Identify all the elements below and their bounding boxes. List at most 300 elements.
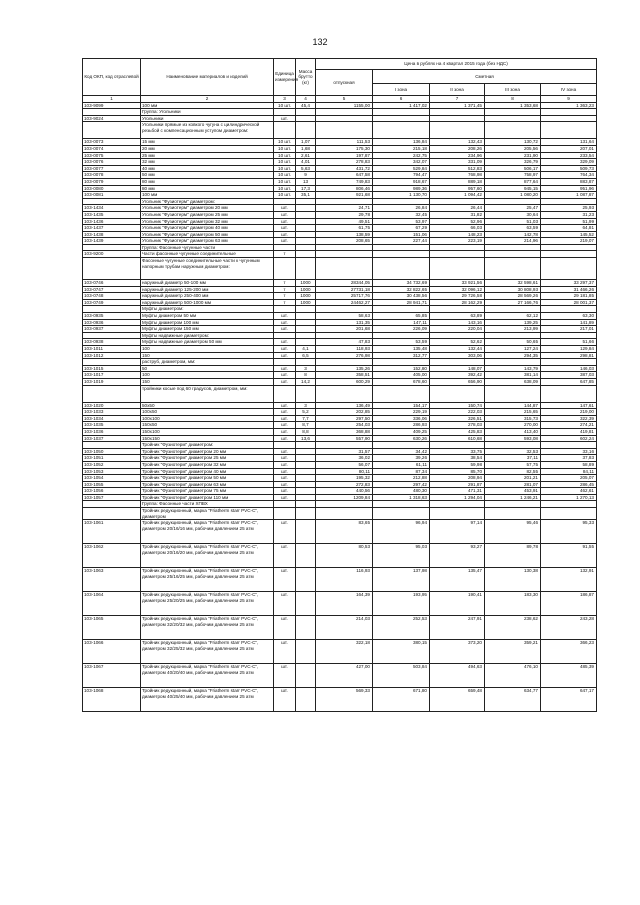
cell-zone-4: 647,17 xyxy=(541,688,597,712)
cell-code: 103-0937 xyxy=(83,326,141,333)
cell-code: 103-1065 xyxy=(83,616,141,640)
group-row xyxy=(83,332,597,339)
cell-empty xyxy=(485,332,541,339)
table-row xyxy=(83,251,597,258)
table-row xyxy=(83,238,597,245)
cell-zone-3: 142,78 xyxy=(485,231,541,238)
cell-name: 80 мм xyxy=(141,185,274,192)
cell-code: 103-0938 xyxy=(83,339,141,346)
cell-name: Тройник редукционный, марка "Friatherm starr PVC-C", диаметром 20/16/16 мм, рабочим давлением 25 атм xyxy=(141,520,274,544)
table-row xyxy=(83,231,597,238)
cell-empty xyxy=(274,306,296,313)
cell-mass xyxy=(296,494,316,501)
cell-zone-4: 33 297,37 xyxy=(541,280,597,287)
group-row xyxy=(83,306,597,313)
cell-empty xyxy=(485,109,541,116)
cell-empty xyxy=(541,198,597,205)
cell-unit: шт. xyxy=(274,592,296,616)
cell-zone-3: 130,38 xyxy=(485,568,541,592)
cell-zone-2: 425,83 xyxy=(430,428,485,435)
cell-code: 103-1439 xyxy=(83,238,141,245)
cell-zone-3: 32 598,61 xyxy=(485,280,541,287)
cell-zone-1: 1 130,70 xyxy=(373,192,430,199)
cell-unit: т xyxy=(274,299,296,306)
cell-otpusk: 24462,27 xyxy=(316,299,373,306)
cell-name: наружный диаметр 125-200 мм xyxy=(141,286,274,293)
column-number: 1 xyxy=(83,96,141,103)
cell-zone-1 xyxy=(373,258,430,280)
cell-code: 103-1036 xyxy=(83,428,141,435)
cell-zone-1: 87,34 xyxy=(373,468,430,475)
cell-mass: 4,1 xyxy=(296,346,316,353)
cell-zone-4 xyxy=(541,251,597,258)
cell-code: 103-1033 xyxy=(83,409,141,416)
cell-zone-2: 29 726,58 xyxy=(430,293,485,300)
cell-otpusk: 47,83 xyxy=(316,339,373,346)
cell-otpusk: 278,83 xyxy=(316,159,373,166)
cell-code xyxy=(83,442,141,449)
cell-zone-4: 29 181,85 xyxy=(541,293,597,300)
cell-empty xyxy=(296,332,316,339)
cell-empty xyxy=(430,306,485,313)
cell-zone-2: 148,07 xyxy=(430,365,485,372)
table-row xyxy=(83,461,597,468)
cell-otpusk: 427,00 xyxy=(316,664,373,688)
cell-mass xyxy=(296,468,316,475)
cell-mass: 1000 xyxy=(296,280,316,287)
table-body xyxy=(83,102,597,712)
table-row xyxy=(83,488,597,495)
cell-empty xyxy=(316,385,373,402)
cell-empty xyxy=(541,306,597,313)
table-row xyxy=(83,139,597,146)
cell-zone-1: 409,25 xyxy=(373,428,430,435)
cell-unit: шт. xyxy=(274,422,296,429)
cell-code: 103-1055 xyxy=(83,481,141,488)
cell-otpusk: 138,59 xyxy=(316,231,373,238)
table-row xyxy=(83,192,597,199)
table-row xyxy=(83,152,597,159)
cell-otpusk: 600,29 xyxy=(316,378,373,385)
cell-code xyxy=(83,359,141,366)
header-smetnaya: Сметная xyxy=(373,70,597,84)
cell-code: 103-1034 xyxy=(83,415,141,422)
cell-code: 103-1434 xyxy=(83,205,141,212)
cell-zone-2: 148,23 xyxy=(430,231,485,238)
table-row xyxy=(83,313,597,320)
cell-zone-3 xyxy=(485,508,541,520)
cell-zone-2: 222,03 xyxy=(430,409,485,416)
cell-mass: 3 xyxy=(296,365,316,372)
cell-name: Тройник "Фузиотерм" диаметром: xyxy=(141,442,274,449)
cell-name: наружный диаметр 250-400 мм xyxy=(141,293,274,300)
cell-empty xyxy=(373,385,430,402)
header-code: Код ОКП, код отраслевой xyxy=(83,59,141,96)
cell-mass xyxy=(296,592,316,616)
cell-otpusk: 31,57 xyxy=(316,448,373,455)
cell-code: 103-1061 xyxy=(83,520,141,544)
table-row xyxy=(83,178,597,185)
cell-name: Муфты надвижные диаметром 50 мм xyxy=(141,339,274,346)
cell-empty xyxy=(316,501,373,508)
cell-zone-2: 220,04 xyxy=(430,326,485,333)
cell-zone-2: 392,42 xyxy=(430,372,485,379)
cell-name: Тройник "Фузиотерм" диаметром 40 мм xyxy=(141,468,274,475)
cell-zone-1: 286,93 xyxy=(373,422,430,429)
cell-otpusk: 297,50 xyxy=(316,415,373,422)
header-price-title: Цена в рублях на 4 квартал 2015 года (без НДС) xyxy=(316,59,597,70)
cell-name: Муфты диаметром 50 мм xyxy=(141,313,274,320)
table-row xyxy=(83,280,597,287)
cell-zone-2: 889,18 xyxy=(430,178,485,185)
cell-zone-1: 630,26 xyxy=(373,435,430,442)
cell-unit xyxy=(274,258,296,280)
cell-name: 150 xyxy=(141,378,274,385)
cell-zone-3 xyxy=(485,115,541,122)
cell-zone-3: 50,65 xyxy=(485,339,541,346)
cell-zone-2: 512,83 xyxy=(430,165,485,172)
table-row xyxy=(83,494,597,501)
cell-otpusk: 111,53 xyxy=(316,139,373,146)
cell-mass: 8,8 xyxy=(296,428,316,435)
table-row xyxy=(83,592,597,616)
cell-name: Муфты диаметром 150 мм xyxy=(141,326,274,333)
cell-zone-4: 219,00 xyxy=(541,409,597,416)
cell-zone-2: 291,87 xyxy=(430,481,485,488)
cell-code: 103-1066 xyxy=(83,640,141,664)
cell-empty xyxy=(316,198,373,205)
table-row xyxy=(83,664,597,688)
cell-code: 103-0936 xyxy=(83,319,141,326)
cell-mass: 5,63 xyxy=(296,165,316,172)
cell-zone-2: 32 096,12 xyxy=(430,286,485,293)
column-number: 2 xyxy=(141,96,274,103)
cell-empty xyxy=(430,385,485,402)
cell-otpusk: 569,33 xyxy=(316,688,373,712)
column-number-row xyxy=(83,96,597,103)
cell-zone-3: 127,24 xyxy=(485,346,541,353)
column-number: 4 xyxy=(296,96,316,103)
cell-mass: 35,1 xyxy=(296,192,316,199)
table-row xyxy=(83,326,597,333)
cell-unit: шт. xyxy=(274,378,296,385)
cell-otpusk: 647,58 xyxy=(316,172,373,179)
cell-otpusk: 254,03 xyxy=(316,422,373,429)
cell-unit: т xyxy=(274,286,296,293)
cell-zone-1: 135,48 xyxy=(373,346,430,353)
cell-zone-4: 145,52 xyxy=(541,231,597,238)
cell-name: Тройник редукционный, марка "Friatherm starr PVC-C", диаметром 20/16/20 мм, рабочим давлением 25 атм xyxy=(141,544,274,568)
cell-zone-1: 26,84 xyxy=(373,205,430,212)
cell-empty xyxy=(430,198,485,205)
cell-code: 103-1438 xyxy=(83,231,141,238)
cell-otpusk: 322,18 xyxy=(316,640,373,664)
cell-mass: 8 xyxy=(296,372,316,379)
cell-name: Тройник редукционный, марка "Friatherm starr PVC-C", диаметром 32/25/32 мм, рабочим давлением 25 атм xyxy=(141,640,274,664)
cell-zone-4: 462,61 xyxy=(541,488,597,495)
cell-zone-3: 32,53 xyxy=(485,448,541,455)
cell-empty xyxy=(316,442,373,449)
cell-name: Тройник "Фузиотерм" диаметром 110 мм xyxy=(141,494,274,501)
cell-name: Тройник редукционный, марка "Friatherm starr PVC-C", диаметром 40/25/40 мм, рабочим давлением 25 атм xyxy=(141,688,274,712)
cell-otpusk: 36,02 xyxy=(316,455,373,462)
cell-code: 103-0074 xyxy=(83,145,141,152)
page-number: 132 xyxy=(312,37,328,47)
cell-mass xyxy=(296,218,316,225)
cell-empty xyxy=(373,501,430,508)
cell-code: 103-0081 xyxy=(83,192,141,199)
cell-otpusk: 80,11 xyxy=(316,468,373,475)
cell-unit: 10 шт. xyxy=(274,159,296,166)
cell-unit: т xyxy=(274,251,296,258)
cell-name: 20 мм xyxy=(141,145,274,152)
cell-unit: шт. xyxy=(274,468,296,475)
table-row xyxy=(83,218,597,225)
header-zone-2: II зона xyxy=(430,84,485,96)
cell-zone-1: 193,95 xyxy=(373,592,430,616)
cell-code: 103-1057 xyxy=(83,494,141,501)
cell-zone-4: 33,16 xyxy=(541,448,597,455)
table-row xyxy=(83,299,597,306)
cell-empty xyxy=(541,385,597,402)
cell-zone-1: 95,03 xyxy=(373,544,430,568)
cell-zone-4: 58,89 xyxy=(541,461,597,468)
cell-zone-4: 131,64 xyxy=(541,139,597,146)
cell-name: Угольник "Фузиотерм" диаметром 32 мм xyxy=(141,218,274,225)
cell-zone-4: 366,23 xyxy=(541,640,597,664)
cell-empty xyxy=(430,109,485,116)
cell-mass: 13 xyxy=(296,178,316,185)
cell-code: 103-1064 xyxy=(83,592,141,616)
cell-name: Угольник "Фузиотерм" диаметром: xyxy=(141,198,274,205)
cell-zone-1: 96,94 xyxy=(373,520,430,544)
cell-name: 15 мм xyxy=(141,139,274,146)
cell-zone-3: 215,65 xyxy=(485,409,541,416)
cell-name: Угольник "Фузиотерм" диаметром 20 мм xyxy=(141,205,274,212)
cell-otpusk xyxy=(316,508,373,520)
cell-zone-1 xyxy=(373,251,430,258)
cell-zone-3: 82,55 xyxy=(485,468,541,475)
cell-empty xyxy=(541,442,597,449)
table-row xyxy=(83,372,597,379)
column-number: 8 xyxy=(485,96,541,103)
cell-zone-3: 453,91 xyxy=(485,488,541,495)
cell-name: 150 xyxy=(141,352,274,359)
cell-empty xyxy=(541,109,597,116)
cell-empty xyxy=(430,442,485,449)
cell-zone-1: 229,19 xyxy=(373,409,430,416)
cell-otpusk: 214,03 xyxy=(316,616,373,640)
cell-code: 103-1015 xyxy=(83,365,141,372)
table-row xyxy=(83,448,597,455)
cell-otpusk: 58,63 xyxy=(316,313,373,320)
cell-zone-2: 93,27 xyxy=(430,544,485,568)
cell-zone-1 xyxy=(373,508,430,520)
cell-zone-4: 132,91 xyxy=(541,568,597,592)
cell-code xyxy=(83,332,141,339)
cell-unit: шт. xyxy=(274,225,296,232)
cell-zone-4 xyxy=(541,508,597,520)
cell-unit: шт. xyxy=(274,616,296,640)
cell-code: 103-0075 xyxy=(83,152,141,159)
cell-unit: шт. xyxy=(274,205,296,212)
cell-zone-1: 61,11 xyxy=(373,461,430,468)
cell-empty xyxy=(296,306,316,313)
cell-empty xyxy=(541,501,597,508)
table-row xyxy=(83,339,597,346)
cell-zone-2: 63,89 xyxy=(430,313,485,320)
cell-otpusk: 1155,00 xyxy=(316,102,373,109)
cell-zone-3: 213,99 xyxy=(485,326,541,333)
cell-zone-3: 238,62 xyxy=(485,616,541,640)
cell-empty xyxy=(430,359,485,366)
cell-zone-2: 28 162,29 xyxy=(430,299,485,306)
cell-name: Муфты диаметром 100 мм xyxy=(141,319,274,326)
cell-zone-3: 638,09 xyxy=(485,378,541,385)
cell-otpusk xyxy=(316,115,373,122)
cell-mass: 3 xyxy=(296,402,316,409)
cell-name: Тройник "Фузиотерм" диаметром 75 мм xyxy=(141,488,274,495)
cell-unit: 10 шт. xyxy=(274,185,296,192)
cell-name: Тройник "Фузиотерм" диаметром 63 мм xyxy=(141,481,274,488)
cell-name: 40 мм xyxy=(141,165,274,172)
cell-zone-1: 297,42 xyxy=(373,481,430,488)
cell-name: Угольник "Фузиотерм" диаметром 40 мм xyxy=(141,225,274,232)
column-number: 5 xyxy=(316,96,373,103)
cell-zone-2: 52,62 xyxy=(430,339,485,346)
cell-mass: 1,68 xyxy=(296,145,316,152)
cell-zone-3: 62,12 xyxy=(485,313,541,320)
cell-zone-3: 143,79 xyxy=(485,365,541,372)
cell-otpusk: 49,51 xyxy=(316,218,373,225)
cell-otpusk: 116,93 xyxy=(316,568,373,592)
cell-zone-4: 274,21 xyxy=(541,422,597,429)
cell-mass: 45,4 xyxy=(296,102,316,109)
cell-zone-2: 1 294,04 xyxy=(430,494,485,501)
cell-zone-1: 152,80 xyxy=(373,365,430,372)
table-row xyxy=(83,211,597,218)
header-unit: Единица измерения xyxy=(274,59,296,96)
cell-unit: шт. xyxy=(274,211,296,218)
cell-zone-1: 480,30 xyxy=(373,488,430,495)
cell-mass: 9 xyxy=(296,172,316,179)
cell-zone-2: 247,91 xyxy=(430,616,485,640)
cell-unit: шт. xyxy=(274,461,296,468)
cell-zone-4: 329,09 xyxy=(541,159,597,166)
cell-unit: шт. xyxy=(274,568,296,592)
cell-zone-3: 27 166,76 xyxy=(485,299,541,306)
cell-zone-4: 419,81 xyxy=(541,428,597,435)
cell-otpusk: 272,83 xyxy=(316,481,373,488)
cell-zone-4: 51,66 xyxy=(541,339,597,346)
cell-zone-2: 59,98 xyxy=(430,461,485,468)
cell-mass xyxy=(296,688,316,712)
table-row xyxy=(83,293,597,300)
cell-zone-1: 252,53 xyxy=(373,616,430,640)
cell-zone-1: 989,36 xyxy=(373,185,430,192)
cell-mass: 14,2 xyxy=(296,378,316,385)
cell-zone-4: 146,03 xyxy=(541,365,597,372)
cell-zone-3: 945,15 xyxy=(485,185,541,192)
cell-empty xyxy=(296,359,316,366)
cell-name: Угольники xyxy=(141,115,274,122)
cell-name: наружный диаметр 50-100 мм xyxy=(141,280,274,287)
cell-zone-2: 66,03 xyxy=(430,225,485,232)
cell-otpusk: 164,39 xyxy=(316,592,373,616)
cell-unit: т xyxy=(274,293,296,300)
cell-unit: шт. xyxy=(274,488,296,495)
cell-zone-1: 242,75 xyxy=(373,152,430,159)
cell-zone-4 xyxy=(541,115,597,122)
cell-name: Группа: Фасонные чугунные части xyxy=(141,244,274,251)
cell-zone-4: 243,28 xyxy=(541,616,597,640)
cell-code: 103-9099 xyxy=(83,102,141,109)
cell-zone-1 xyxy=(373,122,430,139)
cell-code xyxy=(83,244,141,251)
cell-zone-3: 359,21 xyxy=(485,640,541,664)
cell-mass xyxy=(296,616,316,640)
cell-empty xyxy=(430,244,485,251)
cell-empty xyxy=(541,332,597,339)
cell-otpusk: 1209,84 xyxy=(316,494,373,501)
cell-zone-2: 52,96 xyxy=(430,218,485,225)
cell-zone-2: 610,68 xyxy=(430,435,485,442)
cell-otpusk: 28344,05 xyxy=(316,280,373,287)
cell-code: 103-0080 xyxy=(83,185,141,192)
cell-zone-3: 1 246,21 xyxy=(485,494,541,501)
cell-zone-1: 32 822,65 xyxy=(373,286,430,293)
cell-name: наружный диаметр 500-1000 мм xyxy=(141,299,274,306)
cell-zone-4: 219,07 xyxy=(541,238,597,245)
cell-otpusk: 175,30 xyxy=(316,145,373,152)
cell-unit: шт. xyxy=(274,115,296,122)
cell-empty xyxy=(373,244,430,251)
cell-empty xyxy=(373,198,430,205)
cell-zone-3: 139,25 xyxy=(485,319,541,326)
table-row xyxy=(83,520,597,544)
cell-otpusk: 195,32 xyxy=(316,475,373,482)
table-row xyxy=(83,346,597,353)
table-row xyxy=(83,402,597,409)
cell-unit: шт. xyxy=(274,664,296,688)
cell-zone-4 xyxy=(541,258,597,280)
cell-unit: шт. xyxy=(274,448,296,455)
cell-code xyxy=(83,501,141,508)
cell-unit xyxy=(274,122,296,139)
cell-zone-4: 129,84 xyxy=(541,346,597,353)
cell-zone-2 xyxy=(430,251,485,258)
cell-otpusk: 431,72 xyxy=(316,165,373,172)
group-row xyxy=(83,244,597,251)
cell-unit: шт. xyxy=(274,415,296,422)
cell-zone-1 xyxy=(373,115,430,122)
cell-empty xyxy=(296,198,316,205)
cell-otpusk: 201,68 xyxy=(316,326,373,333)
cell-unit: 10 шт. xyxy=(274,152,296,159)
cell-code xyxy=(83,198,141,205)
cell-mass: 6,5 xyxy=(296,352,316,359)
table-header xyxy=(83,59,597,103)
cell-mass xyxy=(296,115,316,122)
column-number: 3 xyxy=(274,96,296,103)
cell-zone-2: 1 094,42 xyxy=(430,192,485,199)
cell-unit: шт. xyxy=(274,238,296,245)
cell-code: 103-0749 xyxy=(83,299,141,306)
cell-code: 103-0748 xyxy=(83,293,141,300)
cell-zone-4: 205,07 xyxy=(541,475,597,482)
header-name: Наименование материалов и изделий xyxy=(141,59,274,96)
cell-zone-4: 207,01 xyxy=(541,145,597,152)
